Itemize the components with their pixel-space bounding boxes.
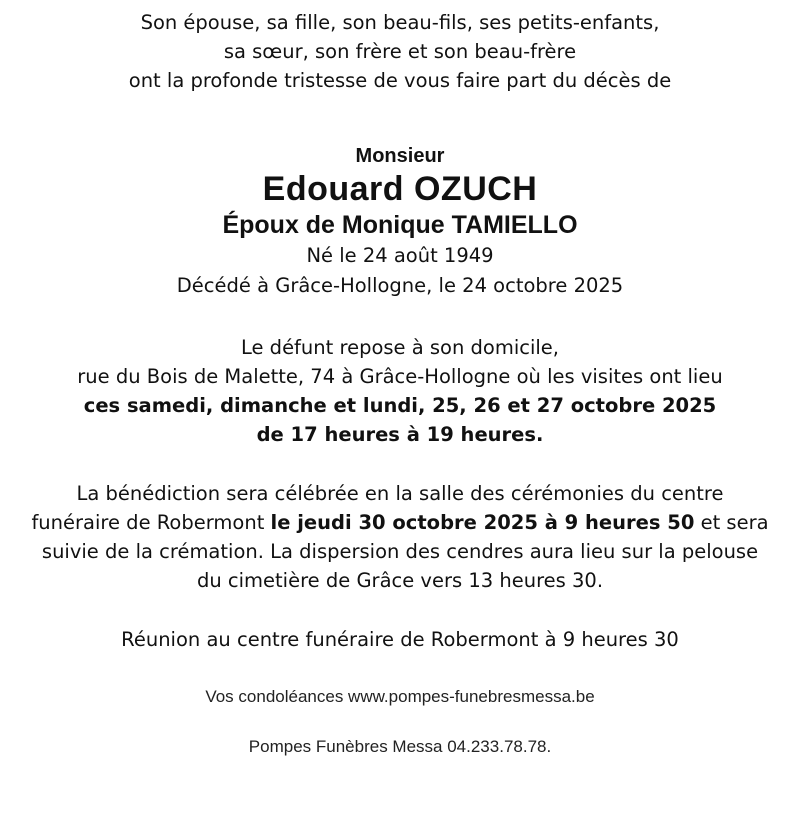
ceremony-line-4: du cimetière de Grâce vers 13 heures 30. bbox=[196, 569, 604, 592]
ceremony-line-1: La bénédiction sera célébrée en la salle des cérémonies du centre bbox=[76, 482, 724, 505]
deceased-name: Edouard OZUCH bbox=[262, 170, 538, 208]
condolences-line: Vos condoléances www.pompes-funebresmessa.be bbox=[205, 687, 595, 706]
ceremony-line-2-start: funéraire de Robermont bbox=[31, 511, 271, 534]
ceremony-line-2-end: et sera bbox=[694, 511, 769, 534]
intro-line-3: ont la profonde tristesse de vous faire part du décès de bbox=[128, 69, 672, 92]
funeral-home-line: Pompes Funèbres Messa 04.233.78.78. bbox=[248, 737, 552, 756]
ceremony-datetime: le jeudi 30 octobre 2025 à 9 heures 50 bbox=[270, 511, 695, 534]
spouse-line: Époux de Monique TAMIELLO bbox=[222, 211, 578, 239]
visit-line-1: Le défunt repose à son domicile, bbox=[240, 336, 560, 359]
deceased-block bbox=[0, 143, 800, 301]
ceremony-line-2 bbox=[0, 508, 800, 537]
death-date: Décédé à Grâce-Hollogne, le 24 octobre 2025 bbox=[176, 274, 624, 297]
intro-line-2: sa sœur, son frère et son beau-frère bbox=[223, 40, 577, 63]
visit-line-4 bbox=[0, 420, 800, 449]
visit-line-2: rue du Bois de Malette, 74 à Grâce-Hollogne où les visites ont lieu bbox=[77, 365, 723, 388]
ceremony-line-3: suivie de la crémation. La dispersion des cendres aura lieu sur la pelouse bbox=[41, 540, 759, 563]
meeting-block bbox=[0, 625, 800, 654]
family-announcement bbox=[0, 0, 800, 95]
visit-hours: de 17 heures à 19 heures. bbox=[256, 423, 544, 446]
civility-title: Monsieur bbox=[355, 145, 445, 167]
ceremony-block bbox=[0, 479, 800, 595]
meeting-line: Réunion au centre funéraire de Robermont à 9 heures 30 bbox=[121, 628, 679, 651]
birth-date: Né le 24 août 1949 bbox=[306, 244, 494, 267]
intro-line-1: Son épouse, sa fille, son beau-fils, ses petits-enfants, bbox=[140, 11, 660, 34]
life-dates bbox=[0, 241, 800, 301]
visitation-block bbox=[0, 333, 800, 449]
visit-days: ces samedi, dimanche et lundi, 25, 26 et 27 octobre 2025 bbox=[83, 394, 717, 417]
visit-line-3 bbox=[0, 391, 800, 420]
